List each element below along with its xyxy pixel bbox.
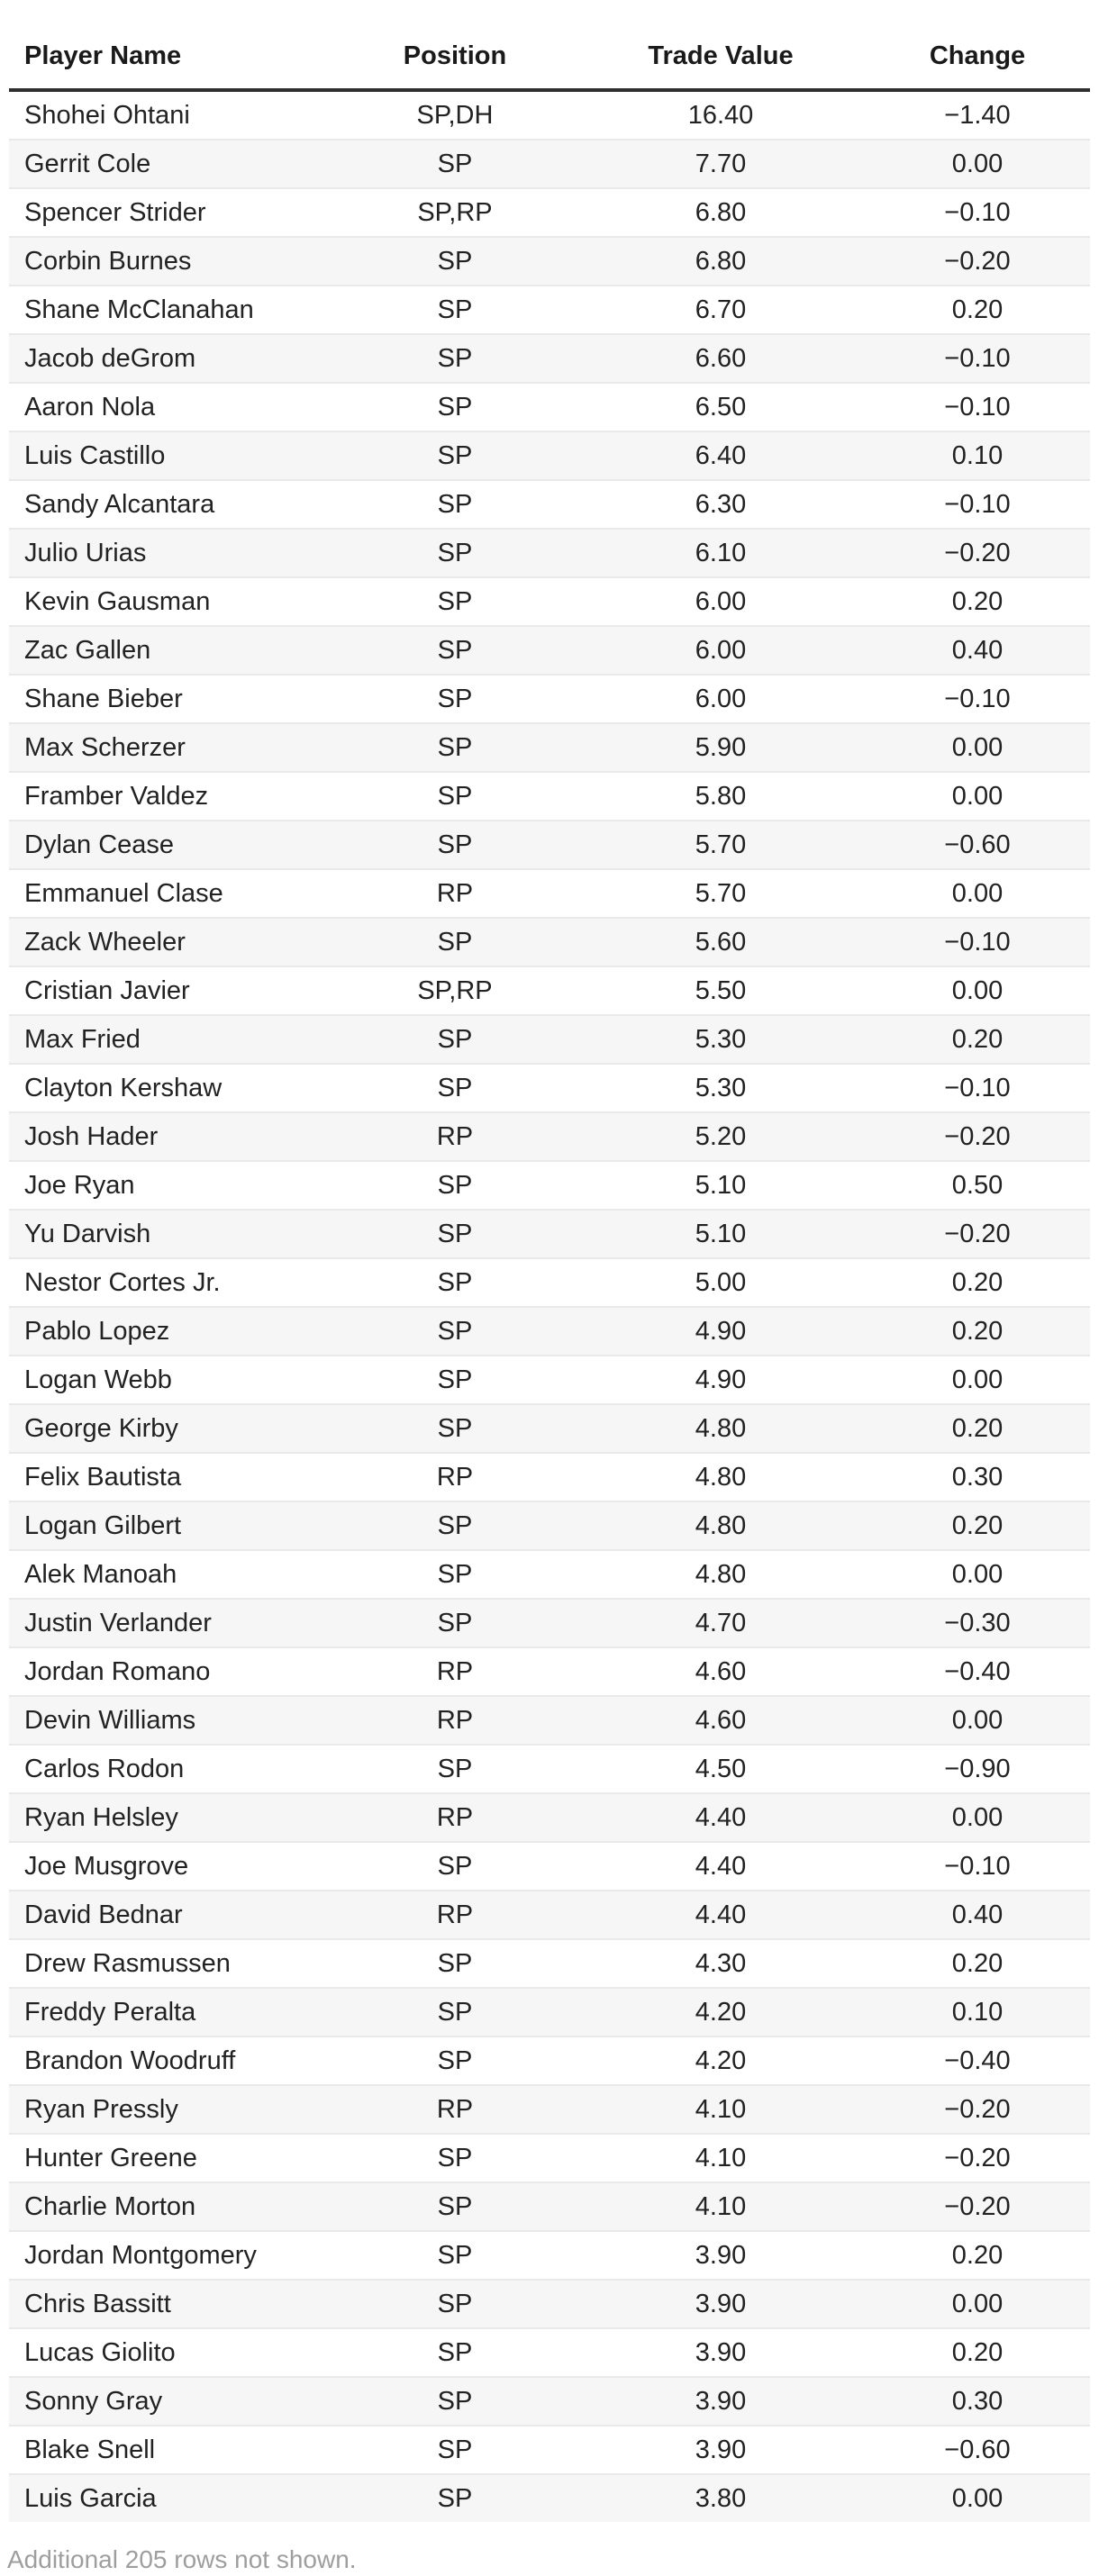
cell-trade-value: 6.00 — [577, 675, 865, 723]
cell-player-name: Shohei Ohtani — [9, 90, 333, 140]
cell-player-name: Julio Urias — [9, 529, 333, 577]
cell-player-name: Sandy Alcantara — [9, 480, 333, 529]
cell-change: 0.30 — [865, 2377, 1090, 2426]
cell-trade-value: 4.10 — [577, 2182, 865, 2231]
table-row — [9, 1307, 1090, 1356]
cell-player-name: Joe Musgrove — [9, 1842, 333, 1891]
table-header-row — [9, 0, 1090, 90]
table-row — [9, 2134, 1090, 2182]
cell-player-name: Jordan Montgomery — [9, 2231, 333, 2280]
cell-player-name: Luis Garcia — [9, 2474, 333, 2522]
table-row — [9, 2036, 1090, 2085]
cell-trade-value: 4.40 — [577, 1842, 865, 1891]
cell-position: SP — [333, 2134, 577, 2182]
cell-trade-value: 6.00 — [577, 577, 865, 626]
cell-player-name: Carlos Rodon — [9, 1745, 333, 1793]
cell-change: 0.20 — [865, 577, 1090, 626]
cell-change: −0.60 — [865, 2426, 1090, 2474]
cell-trade-value: 6.50 — [577, 383, 865, 431]
cell-player-name: Luis Castillo — [9, 431, 333, 480]
cell-player-name: David Bednar — [9, 1891, 333, 1939]
cell-change: −0.10 — [865, 918, 1090, 966]
cell-change: −0.20 — [865, 529, 1090, 577]
table-row — [9, 140, 1090, 188]
cell-trade-value: 16.40 — [577, 90, 865, 140]
cell-player-name: George Kirby — [9, 1404, 333, 1453]
cell-position: SP — [333, 2036, 577, 2085]
cell-player-name: Aaron Nola — [9, 383, 333, 431]
cell-trade-value: 4.40 — [577, 1891, 865, 1939]
cell-position: SP — [333, 1842, 577, 1891]
table-row — [9, 1842, 1090, 1891]
table-row — [9, 1939, 1090, 1988]
cell-change: −0.10 — [865, 480, 1090, 529]
cell-player-name: Devin Williams — [9, 1696, 333, 1745]
cell-trade-value: 6.80 — [577, 188, 865, 237]
cell-change: 0.20 — [865, 2231, 1090, 2280]
cell-position: SP — [333, 772, 577, 821]
cell-trade-value: 7.70 — [577, 140, 865, 188]
cell-trade-value: 6.70 — [577, 286, 865, 334]
cell-position: SP — [333, 918, 577, 966]
cell-position: SP — [333, 334, 577, 383]
cell-player-name: Freddy Peralta — [9, 1988, 333, 2036]
cell-position: SP — [333, 237, 577, 286]
cell-trade-value: 3.80 — [577, 2474, 865, 2522]
cell-change: 0.00 — [865, 772, 1090, 821]
cell-position: SP — [333, 2231, 577, 2280]
column-header-player-name: Player Name — [9, 0, 333, 90]
cell-change: −0.20 — [865, 2134, 1090, 2182]
table-row — [9, 1161, 1090, 1210]
cell-player-name: Gerrit Cole — [9, 140, 333, 188]
cell-trade-value: 4.90 — [577, 1356, 865, 1404]
cell-change: 0.00 — [865, 1550, 1090, 1599]
table-row — [9, 1793, 1090, 1842]
cell-trade-value: 4.70 — [577, 1599, 865, 1647]
cell-trade-value: 3.90 — [577, 2377, 865, 2426]
cell-position: RP — [333, 1112, 577, 1161]
table-row — [9, 821, 1090, 869]
table-row — [9, 1258, 1090, 1307]
cell-trade-value: 6.10 — [577, 529, 865, 577]
cell-position: SP — [333, 1161, 577, 1210]
table-row — [9, 966, 1090, 1015]
cell-position: SP — [333, 675, 577, 723]
cell-position: SP — [333, 286, 577, 334]
table-row — [9, 1210, 1090, 1258]
cell-player-name: Logan Webb — [9, 1356, 333, 1404]
cell-trade-value: 5.00 — [577, 1258, 865, 1307]
cell-trade-value: 4.10 — [577, 2134, 865, 2182]
table-row — [9, 188, 1090, 237]
table-row — [9, 431, 1090, 480]
cell-position: SP — [333, 1356, 577, 1404]
cell-trade-value: 5.10 — [577, 1210, 865, 1258]
table-header — [9, 0, 1090, 90]
cell-position: SP — [333, 2328, 577, 2377]
cell-trade-value: 5.30 — [577, 1064, 865, 1112]
table-row — [9, 286, 1090, 334]
cell-player-name: Zac Gallen — [9, 626, 333, 675]
cell-change: 0.10 — [865, 1988, 1090, 2036]
cell-trade-value: 5.70 — [577, 821, 865, 869]
cell-player-name: Shane Bieber — [9, 675, 333, 723]
cell-trade-value: 5.60 — [577, 918, 865, 966]
cell-change: 0.20 — [865, 1015, 1090, 1064]
cell-change: 0.30 — [865, 1453, 1090, 1501]
cell-change: −0.20 — [865, 2182, 1090, 2231]
cell-change: 0.00 — [865, 1356, 1090, 1404]
cell-position: SP,DH — [333, 90, 577, 140]
cell-trade-value: 6.00 — [577, 626, 865, 675]
cell-position: SP — [333, 626, 577, 675]
table-row — [9, 626, 1090, 675]
cell-position: SP — [333, 1939, 577, 1988]
cell-position: SP — [333, 140, 577, 188]
table-body — [9, 90, 1090, 2522]
cell-change: 0.20 — [865, 1307, 1090, 1356]
cell-position: SP,RP — [333, 188, 577, 237]
table-row — [9, 383, 1090, 431]
cell-change: 0.00 — [865, 869, 1090, 918]
cell-player-name: Joe Ryan — [9, 1161, 333, 1210]
cell-trade-value: 5.70 — [577, 869, 865, 918]
table-row — [9, 2085, 1090, 2134]
cell-player-name: Nestor Cortes Jr. — [9, 1258, 333, 1307]
players-table-container — [9, 0, 1090, 2522]
column-header-position: Position — [333, 0, 577, 90]
cell-player-name: Max Fried — [9, 1015, 333, 1064]
table-row — [9, 529, 1090, 577]
cell-trade-value: 5.20 — [577, 1112, 865, 1161]
cell-change: 0.20 — [865, 286, 1090, 334]
cell-position: RP — [333, 1793, 577, 1842]
cell-change: −0.10 — [865, 334, 1090, 383]
cell-player-name: Max Scherzer — [9, 723, 333, 772]
cell-change: 0.00 — [865, 2280, 1090, 2328]
cell-change: −0.10 — [865, 675, 1090, 723]
table-row — [9, 1988, 1090, 2036]
table-row — [9, 869, 1090, 918]
cell-position: RP — [333, 869, 577, 918]
cell-player-name: Dylan Cease — [9, 821, 333, 869]
cell-position: SP — [333, 529, 577, 577]
cell-player-name: Drew Rasmussen — [9, 1939, 333, 1988]
cell-player-name: Emmanuel Clase — [9, 869, 333, 918]
table-row — [9, 334, 1090, 383]
table-row — [9, 1501, 1090, 1550]
cell-trade-value: 5.50 — [577, 966, 865, 1015]
cell-trade-value: 4.20 — [577, 1988, 865, 2036]
cell-position: SP — [333, 2182, 577, 2231]
cell-player-name: Felix Bautista — [9, 1453, 333, 1501]
cell-trade-value: 5.10 — [577, 1161, 865, 1210]
table-row — [9, 723, 1090, 772]
cell-position: SP — [333, 1258, 577, 1307]
cell-player-name: Chris Bassitt — [9, 2280, 333, 2328]
cell-player-name: Ryan Helsley — [9, 1793, 333, 1842]
players-table — [9, 0, 1090, 2522]
cell-position: SP — [333, 1988, 577, 2036]
cell-player-name: Zack Wheeler — [9, 918, 333, 966]
cell-trade-value: 4.80 — [577, 1453, 865, 1501]
cell-change: 0.00 — [865, 140, 1090, 188]
cell-player-name: Cristian Javier — [9, 966, 333, 1015]
table-row — [9, 2474, 1090, 2522]
cell-trade-value: 6.40 — [577, 431, 865, 480]
table-row — [9, 2377, 1090, 2426]
cell-trade-value: 4.30 — [577, 1939, 865, 1988]
table-row — [9, 2328, 1090, 2377]
cell-change: 0.50 — [865, 1161, 1090, 1210]
table-row — [9, 90, 1090, 140]
cell-trade-value: 5.90 — [577, 723, 865, 772]
cell-change: −0.30 — [865, 1599, 1090, 1647]
cell-position: SP — [333, 723, 577, 772]
table-row — [9, 480, 1090, 529]
cell-position: SP — [333, 1501, 577, 1550]
cell-trade-value: 4.60 — [577, 1696, 865, 1745]
cell-change: −0.10 — [865, 1064, 1090, 1112]
cell-position: SP — [333, 577, 577, 626]
cell-position: SP — [333, 1210, 577, 1258]
cell-player-name: Blake Snell — [9, 2426, 333, 2474]
cell-trade-value: 6.30 — [577, 480, 865, 529]
cell-change: −0.60 — [865, 821, 1090, 869]
cell-trade-value: 3.90 — [577, 2231, 865, 2280]
cell-change: 0.00 — [865, 1696, 1090, 1745]
cell-player-name: Spencer Strider — [9, 188, 333, 237]
cell-position: SP — [333, 2474, 577, 2522]
cell-trade-value: 5.30 — [577, 1015, 865, 1064]
cell-position: SP — [333, 2280, 577, 2328]
cell-trade-value: 4.90 — [577, 1307, 865, 1356]
cell-player-name: Kevin Gausman — [9, 577, 333, 626]
cell-trade-value: 4.40 — [577, 1793, 865, 1842]
cell-player-name: Jacob deGrom — [9, 334, 333, 383]
cell-player-name: Lucas Giolito — [9, 2328, 333, 2377]
cell-change: 0.40 — [865, 1891, 1090, 1939]
cell-position: SP — [333, 1404, 577, 1453]
cell-change: 0.20 — [865, 1939, 1090, 1988]
cell-trade-value: 6.60 — [577, 334, 865, 383]
cell-player-name: Clayton Kershaw — [9, 1064, 333, 1112]
table-row — [9, 237, 1090, 286]
cell-position: RP — [333, 1891, 577, 1939]
cell-change: −0.20 — [865, 1112, 1090, 1161]
column-header-change: Change — [865, 0, 1090, 90]
cell-position: RP — [333, 2085, 577, 2134]
cell-change: −0.20 — [865, 1210, 1090, 1258]
cell-change: −0.20 — [865, 237, 1090, 286]
cell-position: SP — [333, 1307, 577, 1356]
cell-change: −1.40 — [865, 90, 1090, 140]
cell-trade-value: 3.90 — [577, 2280, 865, 2328]
table-row — [9, 1599, 1090, 1647]
cell-change: 0.20 — [865, 1258, 1090, 1307]
cell-trade-value: 4.80 — [577, 1550, 865, 1599]
cell-player-name: Sonny Gray — [9, 2377, 333, 2426]
cell-position: SP — [333, 1550, 577, 1599]
table-row — [9, 577, 1090, 626]
table-row — [9, 1015, 1090, 1064]
cell-player-name: Ryan Pressly — [9, 2085, 333, 2134]
cell-trade-value: 4.10 — [577, 2085, 865, 2134]
cell-trade-value: 4.80 — [577, 1501, 865, 1550]
cell-player-name: Pablo Lopez — [9, 1307, 333, 1356]
cell-trade-value: 3.90 — [577, 2328, 865, 2377]
cell-change: −0.20 — [865, 2085, 1090, 2134]
table-row — [9, 1404, 1090, 1453]
cell-trade-value: 4.20 — [577, 2036, 865, 2085]
table-row — [9, 1745, 1090, 1793]
cell-player-name: Jordan Romano — [9, 1647, 333, 1696]
cell-position: SP — [333, 1599, 577, 1647]
table-row — [9, 2280, 1090, 2328]
rows-not-shown-note: Additional 205 rows not shown. — [7, 2545, 357, 2573]
cell-position: SP — [333, 480, 577, 529]
table-row — [9, 2231, 1090, 2280]
table-row — [9, 772, 1090, 821]
cell-change: 0.00 — [865, 1793, 1090, 1842]
cell-player-name: Corbin Burnes — [9, 237, 333, 286]
table-row — [9, 2426, 1090, 2474]
cell-player-name: Alek Manoah — [9, 1550, 333, 1599]
cell-change: −0.40 — [865, 2036, 1090, 2085]
cell-change: 0.00 — [865, 966, 1090, 1015]
cell-position: SP — [333, 1064, 577, 1112]
cell-change: 0.20 — [865, 2328, 1090, 2377]
cell-change: −0.10 — [865, 383, 1090, 431]
cell-change: 0.20 — [865, 1404, 1090, 1453]
table-row — [9, 1696, 1090, 1745]
table-row — [9, 1891, 1090, 1939]
table-row — [9, 1356, 1090, 1404]
cell-change: −0.10 — [865, 188, 1090, 237]
cell-player-name: Josh Hader — [9, 1112, 333, 1161]
cell-position: SP — [333, 431, 577, 480]
cell-position: RP — [333, 1696, 577, 1745]
cell-player-name: Shane McClanahan — [9, 286, 333, 334]
cell-position: SP — [333, 2426, 577, 2474]
cell-change: −0.90 — [865, 1745, 1090, 1793]
cell-change: 0.00 — [865, 2474, 1090, 2522]
cell-change: −0.40 — [865, 1647, 1090, 1696]
cell-player-name: Justin Verlander — [9, 1599, 333, 1647]
cell-position: SP — [333, 1745, 577, 1793]
cell-trade-value: 4.80 — [577, 1404, 865, 1453]
table-row — [9, 918, 1090, 966]
cell-player-name: Brandon Woodruff — [9, 2036, 333, 2085]
cell-change: 0.10 — [865, 431, 1090, 480]
cell-trade-value: 4.50 — [577, 1745, 865, 1793]
cell-position: SP — [333, 1015, 577, 1064]
table-row — [9, 1064, 1090, 1112]
table-row — [9, 1112, 1090, 1161]
cell-player-name: Charlie Morton — [9, 2182, 333, 2231]
cell-position: RP — [333, 1453, 577, 1501]
table-row — [9, 1647, 1090, 1696]
table-row — [9, 1550, 1090, 1599]
cell-change: 0.00 — [865, 723, 1090, 772]
cell-trade-value: 4.60 — [577, 1647, 865, 1696]
table-row — [9, 2182, 1090, 2231]
cell-change: 0.40 — [865, 626, 1090, 675]
cell-position: SP — [333, 383, 577, 431]
cell-trade-value: 3.90 — [577, 2426, 865, 2474]
cell-position: SP — [333, 2377, 577, 2426]
cell-change: 0.20 — [865, 1501, 1090, 1550]
column-header-trade-value: Trade Value — [577, 0, 865, 90]
table-row — [9, 1453, 1090, 1501]
cell-player-name: Framber Valdez — [9, 772, 333, 821]
cell-player-name: Logan Gilbert — [9, 1501, 333, 1550]
cell-player-name: Hunter Greene — [9, 2134, 333, 2182]
table-row — [9, 675, 1090, 723]
cell-change: −0.10 — [865, 1842, 1090, 1891]
cell-trade-value: 6.80 — [577, 237, 865, 286]
cell-position: SP — [333, 821, 577, 869]
cell-trade-value: 5.80 — [577, 772, 865, 821]
cell-position: SP,RP — [333, 966, 577, 1015]
cell-player-name: Yu Darvish — [9, 1210, 333, 1258]
cell-position: RP — [333, 1647, 577, 1696]
